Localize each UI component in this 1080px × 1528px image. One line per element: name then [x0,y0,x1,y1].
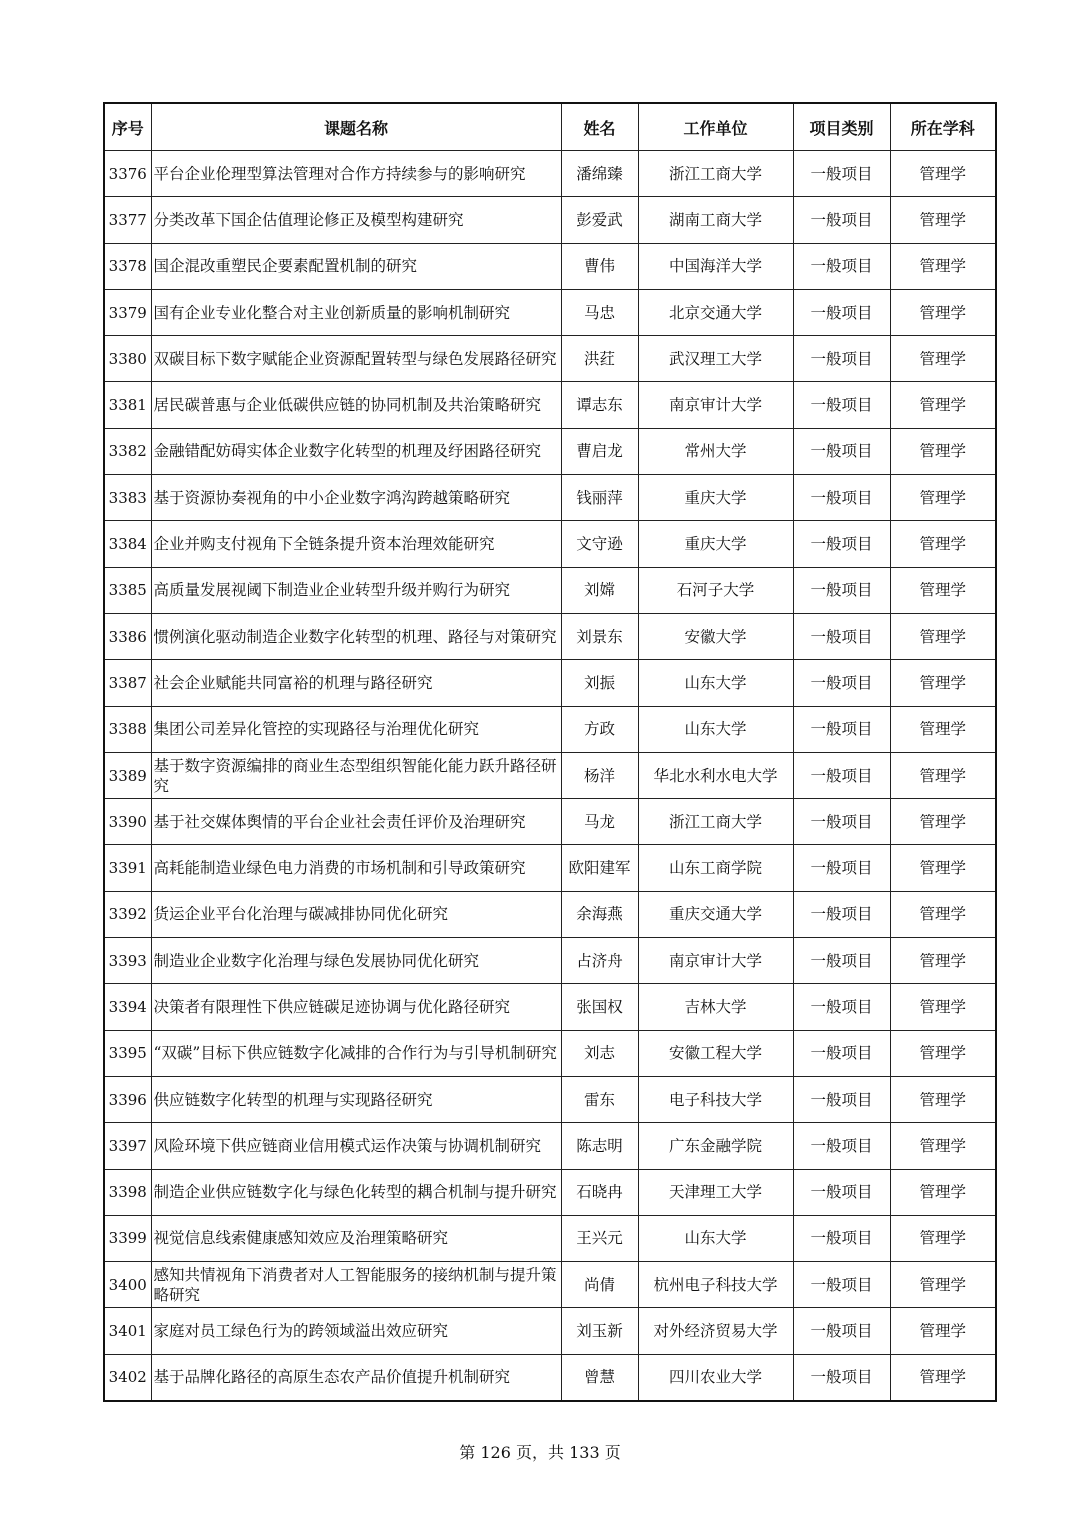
cell-title: 制造企业供应链数字化与绿色化转型的耦合机制与提升研究 [151,1169,561,1215]
cell-unit: 北京交通大学 [638,289,793,335]
cell-num: 3400 [104,1262,151,1308]
cell-name: 曹伟 [561,243,638,289]
cell-discipline: 管理学 [890,938,996,984]
cell-title: 高耗能制造业绿色电力消费的市场机制和引导政策研究 [151,845,561,891]
cell-category: 一般项目 [793,428,890,474]
cell-unit: 中国海洋大学 [638,243,793,289]
cell-title: 居民碳普惠与企业低碳供应链的协同机制及共治策略研究 [151,382,561,428]
cell-discipline: 管理学 [890,567,996,613]
cell-unit: 安徽工程大学 [638,1030,793,1076]
cell-discipline: 管理学 [890,799,996,845]
cell-name: 潘绵臻 [561,151,638,197]
cell-discipline: 管理学 [890,521,996,567]
cell-unit: 浙江工商大学 [638,151,793,197]
cell-discipline: 管理学 [890,197,996,243]
cell-num: 3384 [104,521,151,567]
project-table [103,102,997,1402]
cell-name: 尚倩 [561,1262,638,1308]
cell-category: 一般项目 [793,1354,890,1401]
cell-num: 3395 [104,1030,151,1076]
cell-title: 基于数字资源编排的商业生态型组织智能化能力跃升路径研究 [151,752,561,798]
cell-category: 一般项目 [793,799,890,845]
cell-discipline: 管理学 [890,891,996,937]
cell-num: 3396 [104,1076,151,1122]
table-row [104,243,996,289]
cell-title: 制造业企业数字化治理与绿色发展协同优化研究 [151,938,561,984]
cell-discipline: 管理学 [890,151,996,197]
cell-title: 企业并购支付视角下全链条提升资本治理效能研究 [151,521,561,567]
cell-name: 马龙 [561,799,638,845]
cell-num: 3390 [104,799,151,845]
cell-unit: 广东金融学院 [638,1123,793,1169]
table-row [104,197,996,243]
cell-discipline: 管理学 [890,1262,996,1308]
cell-unit: 山东大学 [638,1215,793,1261]
cell-num: 3376 [104,151,151,197]
table-row [104,289,996,335]
cell-category: 一般项目 [793,1215,890,1261]
cell-unit: 华北水利水电大学 [638,752,793,798]
cell-discipline: 管理学 [890,706,996,752]
cell-num: 3389 [104,752,151,798]
cell-category: 一般项目 [793,1308,890,1354]
cell-discipline: 管理学 [890,336,996,382]
cell-unit: 石河子大学 [638,567,793,613]
cell-title: 家庭对员工绿色行为的跨领域溢出效应研究 [151,1308,561,1354]
cell-discipline: 管理学 [890,1215,996,1261]
table-row [104,567,996,613]
cell-title: 风险环境下供应链商业信用模式运作决策与协调机制研究 [151,1123,561,1169]
cell-title: 感知共情视角下消费者对人工智能服务的接纳机制与提升策略研究 [151,1262,561,1308]
cell-name: 刘振 [561,660,638,706]
table-row [104,1262,996,1308]
cell-unit: 重庆大学 [638,475,793,521]
cell-title: 金融错配妨碍实体企业数字化转型的机理及纾困路径研究 [151,428,561,474]
cell-num: 3382 [104,428,151,474]
cell-num: 3385 [104,567,151,613]
cell-num: 3391 [104,845,151,891]
cell-unit: 天津理工大学 [638,1169,793,1215]
cell-num: 3392 [104,891,151,937]
cell-num: 3387 [104,660,151,706]
cell-discipline: 管理学 [890,382,996,428]
cell-name: 刘玉新 [561,1308,638,1354]
cell-unit: 山东大学 [638,660,793,706]
cell-name: 陈志明 [561,1123,638,1169]
table-row [104,1076,996,1122]
cell-category: 一般项目 [793,1076,890,1122]
cell-num: 3379 [104,289,151,335]
cell-name: 马忠 [561,289,638,335]
cell-discipline: 管理学 [890,1169,996,1215]
table-row [104,336,996,382]
cell-category: 一般项目 [793,475,890,521]
cell-num: 3397 [104,1123,151,1169]
table-row [104,660,996,706]
cell-num: 3401 [104,1308,151,1354]
cell-category: 一般项目 [793,891,890,937]
cell-num: 3394 [104,984,151,1030]
cell-discipline: 管理学 [890,1123,996,1169]
cell-name: 杨洋 [561,752,638,798]
cell-name: 文守逊 [561,521,638,567]
cell-title: 货运企业平台化治理与碳减排协同优化研究 [151,891,561,937]
cell-discipline: 管理学 [890,845,996,891]
cell-name: 刘志 [561,1030,638,1076]
cell-discipline: 管理学 [890,475,996,521]
cell-num: 3386 [104,613,151,659]
cell-title: 国企混改重塑民企要素配置机制的研究 [151,243,561,289]
cell-name: 石晓冉 [561,1169,638,1215]
cell-title: 高质量发展视阈下制造业企业转型升级并购行为研究 [151,567,561,613]
cell-title: 基于社交媒体舆情的平台企业社会责任评价及治理研究 [151,799,561,845]
cell-name: 欧阳建军 [561,845,638,891]
cell-unit: 常州大学 [638,428,793,474]
cell-num: 3388 [104,706,151,752]
cell-title: 分类改革下国企估值理论修正及模型构建研究 [151,197,561,243]
cell-category: 一般项目 [793,660,890,706]
table-row [104,613,996,659]
cell-discipline: 管理学 [890,1030,996,1076]
cell-discipline: 管理学 [890,752,996,798]
table-row [104,521,996,567]
cell-title: 供应链数字化转型的机理与实现路径研究 [151,1076,561,1122]
cell-name: 张国权 [561,984,638,1030]
cell-unit: 杭州电子科技大学 [638,1262,793,1308]
cell-num: 3380 [104,336,151,382]
cell-category: 一般项目 [793,289,890,335]
cell-num: 3402 [104,1354,151,1401]
cell-category: 一般项目 [793,706,890,752]
cell-category: 一般项目 [793,567,890,613]
table-body [104,151,996,1402]
cell-unit: 山东工商学院 [638,845,793,891]
cell-category: 一般项目 [793,752,890,798]
cell-num: 3398 [104,1169,151,1215]
cell-unit: 山东大学 [638,706,793,752]
header-title: 课题名称 [151,103,561,151]
table-row [104,706,996,752]
cell-name: 雷东 [561,1076,638,1122]
cell-discipline: 管理学 [890,1308,996,1354]
table-row [104,1030,996,1076]
cell-num: 3383 [104,475,151,521]
cell-title: 集团公司差异化管控的实现路径与治理优化研究 [151,706,561,752]
cell-discipline: 管理学 [890,243,996,289]
cell-name: 方政 [561,706,638,752]
table-row [104,475,996,521]
header-discipline: 所在学科 [890,103,996,151]
cell-name: 洪荭 [561,336,638,382]
cell-name: 曹启龙 [561,428,638,474]
cell-unit: 武汉理工大学 [638,336,793,382]
cell-num: 3378 [104,243,151,289]
cell-category: 一般项目 [793,243,890,289]
cell-title: 惯例演化驱动制造企业数字化转型的机理、路径与对策研究 [151,613,561,659]
cell-num: 3377 [104,197,151,243]
cell-name: 王兴元 [561,1215,638,1261]
cell-name: 刘嫦 [561,567,638,613]
cell-name: 占济舟 [561,938,638,984]
cell-name: 余海燕 [561,891,638,937]
cell-unit: 对外经济贸易大学 [638,1308,793,1354]
table-row [104,938,996,984]
cell-discipline: 管理学 [890,1354,996,1401]
cell-title: 双碳目标下数字赋能企业资源配置转型与绿色发展路径研究 [151,336,561,382]
cell-category: 一般项目 [793,845,890,891]
cell-unit: 重庆交通大学 [638,891,793,937]
cell-category: 一般项目 [793,1123,890,1169]
table-row [104,1169,996,1215]
cell-title: 平台企业伦理型算法管理对合作方持续参与的影响研究 [151,151,561,197]
cell-category: 一般项目 [793,382,890,428]
header-unit: 工作单位 [638,103,793,151]
table-row [104,845,996,891]
cell-name: 刘景东 [561,613,638,659]
cell-unit: 南京审计大学 [638,938,793,984]
cell-category: 一般项目 [793,1030,890,1076]
cell-discipline: 管理学 [890,613,996,659]
cell-title: 社会企业赋能共同富裕的机理与路径研究 [151,660,561,706]
table-row [104,382,996,428]
cell-category: 一般项目 [793,1169,890,1215]
cell-category: 一般项目 [793,151,890,197]
cell-unit: 安徽大学 [638,613,793,659]
table-row [104,428,996,474]
cell-category: 一般项目 [793,938,890,984]
cell-title: 决策者有限理性下供应链碳足迹协调与优化路径研究 [151,984,561,1030]
cell-title: 国有企业专业化整合对主业创新质量的影响机制研究 [151,289,561,335]
cell-category: 一般项目 [793,197,890,243]
cell-num: 3381 [104,382,151,428]
cell-unit: 湖南工商大学 [638,197,793,243]
cell-unit: 电子科技大学 [638,1076,793,1122]
cell-num: 3399 [104,1215,151,1261]
cell-title: “双碳”目标下供应链数字化减排的合作行为与引导机制研究 [151,1030,561,1076]
cell-title: 基于品牌化路径的高原生态农产品价值提升机制研究 [151,1354,561,1401]
cell-name: 谭志东 [561,382,638,428]
cell-title: 视觉信息线索健康感知效应及治理策略研究 [151,1215,561,1261]
header-category: 项目类别 [793,103,890,151]
cell-unit: 重庆大学 [638,521,793,567]
cell-unit: 浙江工商大学 [638,799,793,845]
table-row [104,891,996,937]
table-row [104,1308,996,1354]
table-row [104,984,996,1030]
cell-unit: 四川农业大学 [638,1354,793,1401]
table-row [104,1354,996,1401]
header-name: 姓名 [561,103,638,151]
cell-category: 一般项目 [793,1262,890,1308]
table-header-row [104,103,996,151]
cell-unit: 南京审计大学 [638,382,793,428]
table-row [104,799,996,845]
cell-name: 钱丽萍 [561,475,638,521]
cell-discipline: 管理学 [890,984,996,1030]
cell-category: 一般项目 [793,984,890,1030]
cell-name: 彭爱武 [561,197,638,243]
cell-discipline: 管理学 [890,660,996,706]
header-num: 序号 [104,103,151,151]
cell-discipline: 管理学 [890,428,996,474]
cell-category: 一般项目 [793,521,890,567]
table-row [104,1123,996,1169]
cell-category: 一般项目 [793,336,890,382]
cell-name: 曾慧 [561,1354,638,1401]
cell-unit: 吉林大学 [638,984,793,1030]
table-row [104,752,996,798]
page-footer: 第 126 页，共 133 页 [459,1443,621,1462]
cell-title: 基于资源协奏视角的中小企业数字鸿沟跨越策略研究 [151,475,561,521]
cell-discipline: 管理学 [890,289,996,335]
cell-num: 3393 [104,938,151,984]
cell-category: 一般项目 [793,613,890,659]
table-row [104,1215,996,1261]
table-row [104,151,996,197]
cell-discipline: 管理学 [890,1076,996,1122]
